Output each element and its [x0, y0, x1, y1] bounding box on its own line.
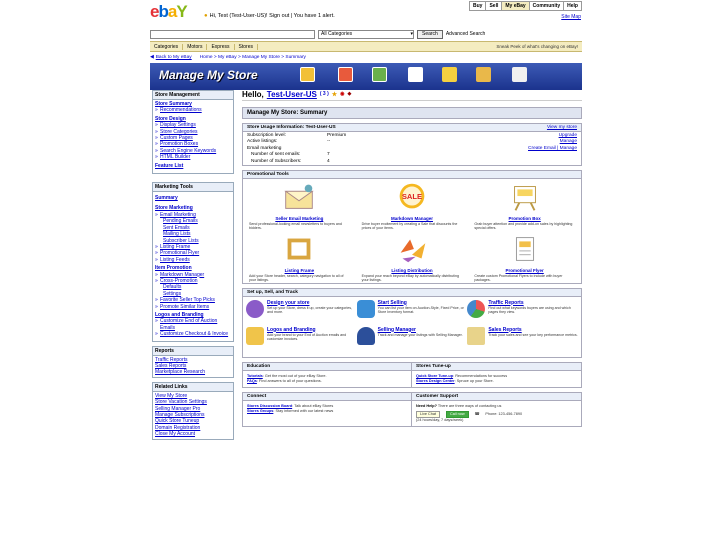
report-icon [408, 67, 423, 82]
page-title: Manage My Store: Summary [242, 107, 582, 119]
support-heading: Customer Support [412, 393, 581, 401]
person-icon [357, 327, 375, 345]
tool-desc: Send professional-looking email newsletters to buyers and bidders. [249, 221, 342, 230]
tool-listing-distribution[interactable] [356, 231, 469, 283]
star-icon: ★ [331, 91, 338, 98]
connect-text: Talk about eBay Stores [294, 403, 334, 408]
customize-eoa-link[interactable]: » Customize End of Auction Emails [155, 318, 231, 331]
need-help-link[interactable]: Need Help? [416, 403, 437, 408]
cross-defaults-link[interactable]: Defaults [163, 284, 182, 291]
search-bar [150, 29, 582, 39]
custom-pages-link[interactable]: » Custom Pages [155, 135, 231, 141]
chart-icon [338, 67, 353, 82]
sale-badge-icon [393, 181, 431, 213]
traffic-reports-link[interactable]: Traffic Reports [155, 356, 188, 363]
mailing-lists-link[interactable]: Mailing Lists [163, 231, 191, 238]
tool-title: Markdown Manager [390, 215, 433, 221]
setup-heading: Set up, Sell, and Track [243, 289, 581, 297]
usage-value: 4 [327, 158, 330, 164]
tool-markdown-manager[interactable] [356, 179, 469, 231]
tool-desc: Add your Store header, search, category navigation to all of your listings. [249, 273, 344, 282]
recommendations-link[interactable]: » Recommendations [155, 107, 231, 113]
cat-nav-express[interactable]: Express [207, 44, 234, 50]
storefront-icon [300, 67, 315, 82]
listing-feeds-link[interactable]: » Listing Feeds [155, 257, 231, 263]
setup-title: Design your store [267, 299, 310, 306]
education-box [243, 363, 412, 387]
close-account-link[interactable]: Close My Account [155, 431, 196, 438]
nav-buy[interactable]: Buy [470, 2, 485, 10]
setup-title: Sales Reports [488, 326, 522, 333]
tuneup-text: Spruce up your Store. [456, 378, 494, 383]
connect-box [243, 393, 412, 426]
tool-title: Promotional Flyer [505, 267, 544, 273]
svg-text:SALE: SALE [401, 191, 423, 201]
store-marketing-link[interactable]: Store Marketing [155, 205, 193, 212]
connect-line: Stores Discussion Board: Talk about eBay Stores [247, 403, 334, 408]
alert-icon: ● [204, 13, 208, 19]
usage-label: Active listings: [247, 139, 278, 145]
tutorials-link[interactable]: Tutorials [247, 373, 263, 378]
view-my-store-link[interactable]: View my store [546, 125, 577, 130]
box-icon [476, 67, 491, 82]
store-categories-link[interactable]: » Store Categories [155, 129, 231, 135]
education-tuneup-section [242, 362, 582, 388]
store-usage-heading [243, 124, 581, 132]
education-text: Get the most out of your eBay Store. [264, 373, 327, 378]
promotion-boxes-link[interactable]: » Promotion Boxes [155, 141, 231, 147]
search-engine-keywords-link[interactable]: » Search Engine Keywords [155, 148, 231, 154]
support-box [412, 393, 581, 426]
call-now-label: Call now [450, 411, 465, 416]
setup-title: Traffic Reports [488, 299, 524, 306]
nav-community[interactable]: Community [529, 2, 564, 10]
setup-title: Start Selling [377, 299, 407, 306]
back-arrow-icon: ◀ [150, 55, 154, 60]
tool-promotional-flyer[interactable] [468, 231, 581, 283]
flyer-icon [506, 233, 544, 265]
tuneup-heading: Stores Tune-up [412, 363, 581, 371]
promotional-flyer-link[interactable]: » Promotional Flyer [155, 250, 231, 256]
call-now-button[interactable] [446, 411, 469, 418]
education-line: FAQs: Find answers to all of your questions. [247, 378, 322, 383]
sent-emails-link[interactable]: Sent Emails [163, 224, 190, 231]
design-center-link[interactable]: Stores Design Center [416, 378, 455, 383]
store-vacation-link[interactable]: Store Vacation Settings [155, 399, 207, 406]
setup-desc: You can list your item on Auction-Style, Fixed Price, or Store Inventory format. [377, 305, 464, 314]
setup-title: Logos and Branding [267, 326, 316, 333]
feedback-score[interactable]: ( 3 ) [319, 91, 329, 97]
nav-help[interactable]: Help [563, 2, 581, 10]
markdown-manager-link[interactable]: » Markdown Manager [155, 272, 231, 278]
related-links-box [152, 382, 234, 440]
nav-my-ebay[interactable]: My eBay [501, 2, 528, 10]
connect-text: Stay informed with our latest news [275, 408, 334, 413]
greeting [204, 13, 335, 19]
tool-title: Seller Email Marketing [275, 215, 324, 221]
store-usage-section [242, 123, 582, 166]
education-line: Tutorials: Get the most out of your eBay Store. [247, 373, 327, 378]
quick-store-tuneup-link[interactable]: Quick Store Tuneup [155, 418, 200, 425]
sales-reports-item[interactable] [467, 327, 578, 354]
connect-line: Stores Groups: Stay informed with our latest news [247, 408, 334, 413]
cat-nav-motors[interactable]: Motors [183, 44, 207, 50]
search-input[interactable] [150, 30, 315, 39]
top-nav [469, 1, 582, 11]
marketing-tools-box [152, 182, 234, 342]
marketplace-research-link[interactable]: Marketplace Research [155, 369, 206, 376]
usage-label: Subscription level: [247, 132, 286, 138]
brand-icon [246, 327, 264, 345]
faqs-link[interactable]: FAQs [247, 378, 257, 383]
setup-desc: Find out what keywords buyers are using and which pages they view. [488, 305, 571, 314]
phone-icon: ☎ [474, 411, 480, 416]
frame-icon [280, 233, 318, 265]
cat-nav-stores[interactable]: Stores [235, 44, 258, 50]
listing-frame-link[interactable]: » Listing Frame [155, 244, 231, 250]
folder-icon [442, 67, 457, 82]
report-icon [467, 327, 485, 345]
tool-promotion-box[interactable] [468, 179, 581, 231]
left-sidebar [152, 90, 234, 444]
pie-chart-icon [467, 300, 485, 318]
marketing-summary-link[interactable]: Summary [155, 195, 178, 202]
tool-title: Listing Frame [284, 267, 315, 273]
connect-support-section [242, 392, 582, 427]
store-usage-title: Store Usage Information: Test-User-US [247, 125, 336, 130]
store-summary-link[interactable]: Store Summary [155, 101, 192, 107]
usage-value: Premium [327, 132, 347, 138]
easel-icon [506, 181, 544, 213]
manage-listings-link[interactable]: Manage [559, 139, 577, 145]
cat-nav-categories[interactable]: Categories [150, 44, 183, 50]
display-settings-link[interactable]: » Display Settings [155, 122, 231, 128]
greeting-text: Hi, Test (Test-User-US)! Sign out | You have 1 alert. [209, 13, 335, 19]
domain-registration-link[interactable]: Domain Registration [155, 424, 201, 431]
setup-sell-track-section [242, 288, 582, 358]
breadcrumb [150, 55, 582, 60]
tool-seller-email[interactable] [243, 179, 356, 231]
search-button[interactable]: Search [417, 30, 443, 39]
pending-emails-link[interactable]: Pending Emails [163, 218, 198, 225]
create-email-link[interactable]: Create Email | Manage [528, 145, 577, 151]
sales-reports-link[interactable]: Sales Reports [155, 363, 187, 369]
usage-value: -- [327, 139, 331, 145]
support-hours: (24 hours/day, 7 days/week) [416, 417, 464, 422]
discussion-board-link[interactable]: Stores Discussion Board [247, 403, 293, 408]
setup-title: Selling Manager [377, 326, 416, 333]
sneak-peek-promo[interactable]: Sneak Peek of what's changing on eBay! [496, 44, 578, 49]
breadcrumb-path[interactable]: Home > My eBay > Manage My Store > Summary [199, 55, 306, 60]
main-content [242, 88, 582, 427]
tuneup-box [412, 363, 581, 387]
connect-heading: Connect [243, 393, 411, 401]
tool-desc: Grab buyer attention and provide add-on sales by highlighting special offers. [474, 221, 573, 230]
subscriber-lists-link[interactable]: Subscriber Lists [163, 237, 199, 244]
category-nav [150, 41, 582, 52]
header [148, 0, 585, 28]
promotional-tools-section [242, 170, 582, 284]
logos-branding-item[interactable] [246, 327, 357, 354]
manage-store-banner [150, 63, 582, 90]
store-management-heading: Store Management [153, 91, 233, 100]
favorite-seller-link[interactable]: » Favorite Seller Top Picks [155, 297, 231, 303]
manage-subscriptions-link[interactable]: Manage Subscriptions [155, 412, 205, 419]
customize-checkout-link[interactable]: » Customize Checkout & Invoice [155, 331, 231, 337]
chevron-down-icon: ▾ [410, 31, 413, 37]
tool-desc: Expand your reach beyond eBay by automatically distributing your listings. [361, 273, 459, 282]
promotional-tools-heading: Promotional Tools [243, 171, 581, 179]
marketing-tools-heading: Marketing Tools [153, 183, 233, 192]
usage-table [243, 132, 581, 165]
start-selling-item[interactable] [357, 300, 468, 327]
stores-groups-link[interactable]: Stores Groups [247, 408, 274, 413]
traffic-reports-item[interactable] [467, 300, 578, 327]
tool-title: Listing Distribution [391, 267, 433, 273]
tool-desc: Drive buyer excitement by creating a Sale that discounts the prices of your items. [361, 221, 458, 230]
me-icon: ◉ [340, 91, 345, 97]
view-my-store-link[interactable]: View My Store [155, 392, 188, 399]
tuneup-line: Stores Design Center: Spruce up your Store. [416, 378, 494, 383]
nav-sell[interactable]: Sell [485, 2, 501, 10]
reports-box [152, 346, 234, 378]
logos-branding-link[interactable]: Logos and Branding [155, 311, 204, 318]
tool-desc: Create custom Promotional Flyers to include with buyer packages. [474, 273, 563, 282]
cross-promotion-link[interactable]: » Cross-Promotion [155, 278, 231, 284]
support-text: There are three ways of contacting us [437, 403, 502, 408]
design-store-item[interactable] [246, 300, 357, 327]
user-id-link[interactable]: Test-User-US [266, 89, 317, 99]
setup-desc: Add your brand to your End of Auction emails and customize invoices. [267, 332, 347, 341]
cross-settings-link[interactable]: Settings [163, 290, 182, 297]
usage-label: Number of sent emails: [251, 152, 301, 158]
education-heading: Education [243, 363, 411, 371]
education-text: Find answers to all of your questions. [259, 378, 322, 383]
tuneup-line: Quick Store Tune-up: Recommendations for success [416, 373, 508, 378]
tools-icon [372, 67, 387, 82]
site-map-link[interactable]: Site Map [561, 14, 581, 20]
back-to-my-ebay-link[interactable]: Back to My eBay [155, 55, 192, 60]
promote-similar-link[interactable]: » Promote Similar Items [155, 304, 231, 310]
usage-action [406, 158, 581, 165]
banner-title: Manage My Store [159, 68, 258, 82]
tool-title: Promotion Box [508, 215, 541, 221]
store-management-box [152, 90, 234, 174]
usage-label: Email marketing [247, 145, 282, 151]
category-select[interactable] [318, 30, 414, 39]
reports-heading: Reports [153, 347, 233, 356]
category-value: All Categories [321, 31, 353, 37]
support-options [416, 411, 577, 418]
ebay-page [148, 0, 585, 540]
tuneup-text: Recommendations for success [455, 373, 508, 378]
seller-badge-icon: ◆ [347, 91, 352, 97]
bag-icon [512, 67, 527, 82]
selling-manager-item[interactable] [357, 327, 468, 354]
live-chat-label: Live Chat [420, 411, 437, 416]
ebay-logo[interactable]: ebaY [150, 2, 187, 21]
email-marketing-link[interactable]: » Email Marketing [155, 212, 231, 218]
palette-icon [246, 300, 264, 318]
tool-listing-frame[interactable] [243, 231, 356, 283]
table-row [243, 158, 581, 165]
html-builder-link[interactable]: » HTML Builder [155, 154, 231, 160]
hello-line [242, 88, 582, 101]
related-links-heading: Related Links [153, 383, 233, 392]
setup-desc: Track and manage your listings with Selling Manager. [377, 332, 463, 337]
item-promotion-link[interactable]: Item Promotion [155, 265, 192, 272]
envelope-icon [280, 181, 318, 213]
usage-label: Number of Subscribers: [251, 158, 302, 164]
phone-number: Phone: 123-456-7890 [485, 411, 523, 416]
setup-desc: Track your sales and see your key performance metrics. [488, 332, 578, 337]
upgrade-link[interactable]: Upgrade [558, 132, 577, 138]
setup-desc: Set up your Store, dress it up, create your categories, and more. [267, 305, 353, 314]
usage-value: 7 [327, 152, 330, 158]
selling-manager-pro-link[interactable]: Selling Manager Pro [155, 405, 201, 412]
live-chat-button[interactable] [416, 411, 440, 418]
support-line [416, 404, 577, 409]
feature-list-link[interactable]: Feature List [155, 162, 184, 169]
gavel-icon [357, 300, 375, 318]
advanced-search-link[interactable]: Advanced Search [445, 31, 486, 37]
hello-text: Hello, [242, 89, 264, 99]
quick-tuneup-link[interactable]: Quick Store Tune-up [416, 373, 454, 378]
distribution-icon [393, 233, 431, 265]
store-design-link[interactable]: Store Design [155, 115, 186, 122]
